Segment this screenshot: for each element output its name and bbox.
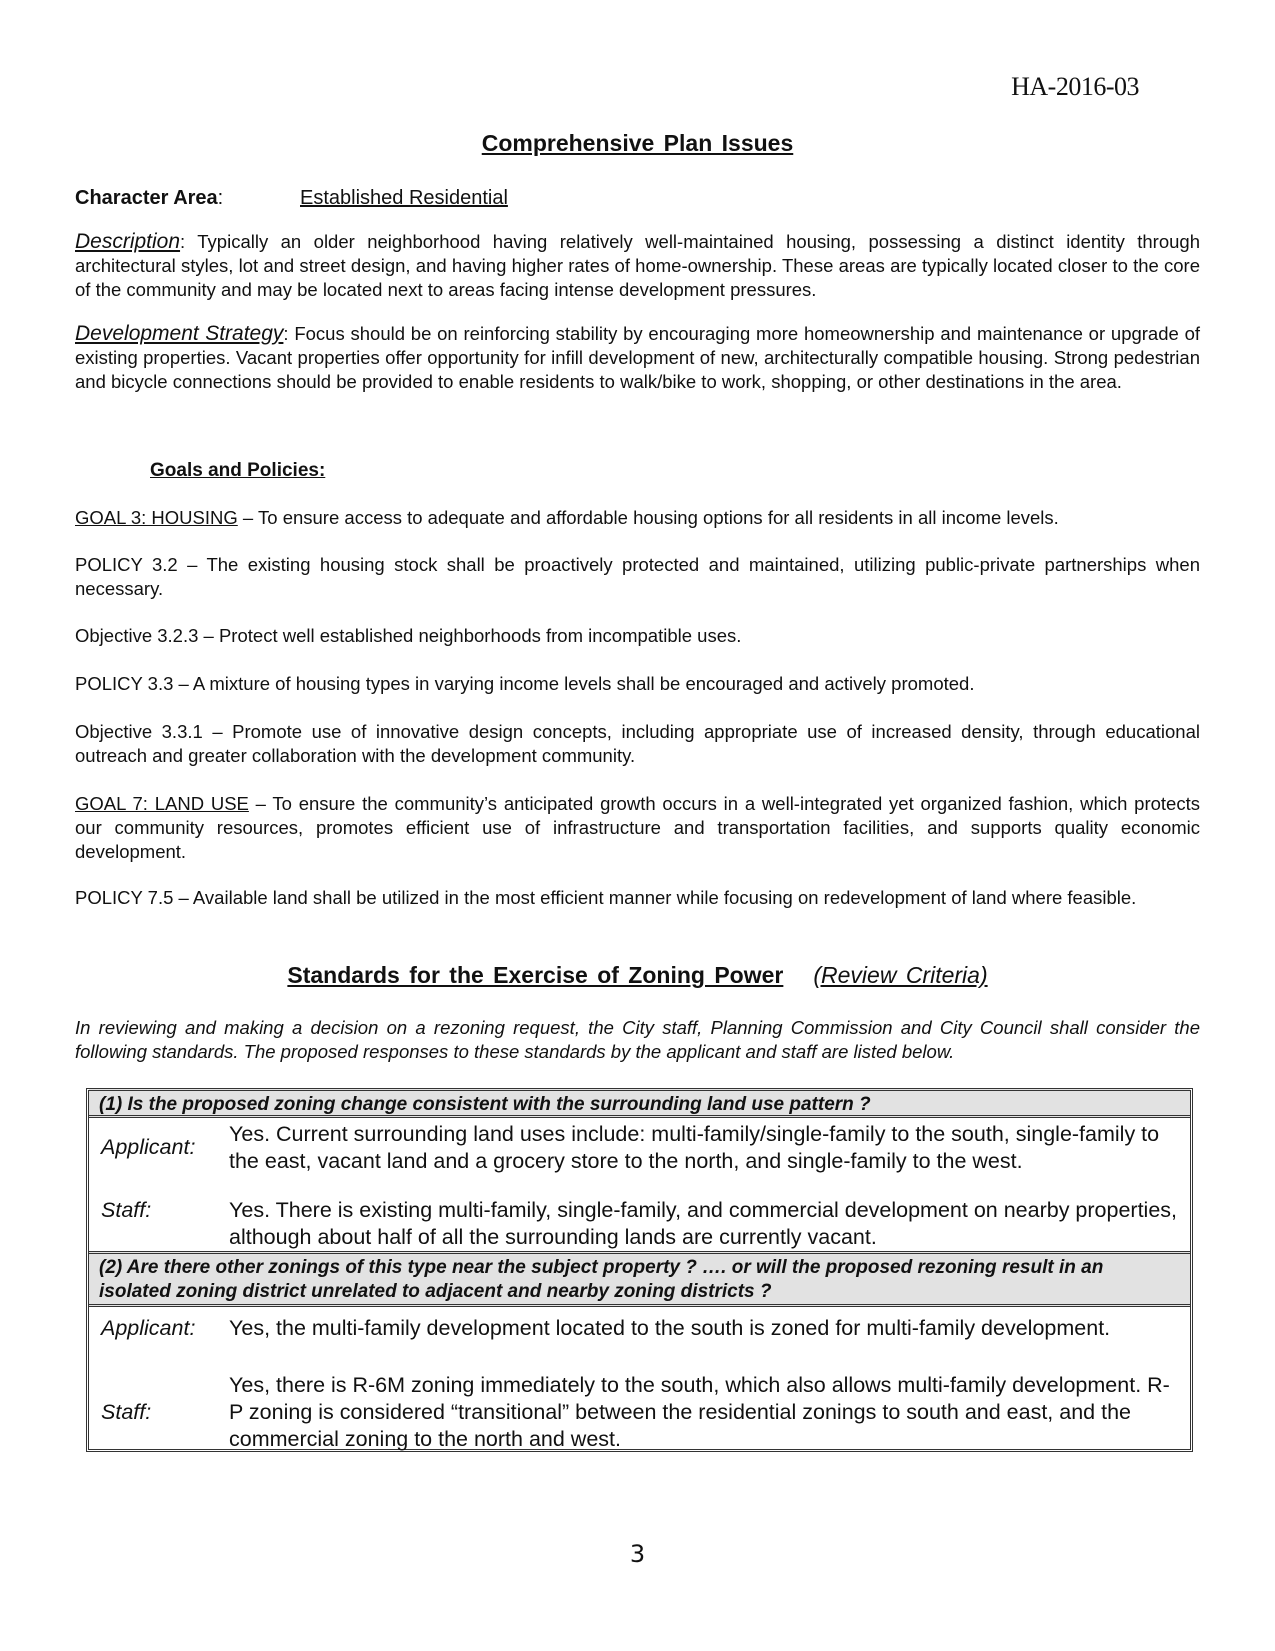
goal-7-text: – To ensure the community’s anticipated growth occurs in a well-integrated yet organized fashion, which protects our community resources, promotes efficient use of infrastructure and transportation facilities, and supports quality economic development. (75, 793, 1200, 862)
applicant-label: Applicant: (101, 1316, 196, 1340)
document-id: HA-2016-03 (1011, 72, 1139, 101)
criteria-1-staff-response: Yes. There is existing multi-family, single-family, and commercial development on nearby properties, although about half of all the surrounding lands are currently vacant. (229, 1198, 1178, 1249)
character-area-value: Established Residential (300, 187, 508, 209)
criteria-2-staff-row (89, 1372, 1190, 1452)
goals-heading: Goals and Policies: (150, 460, 326, 481)
page-number: 3 (629, 1540, 646, 1568)
standards-intro: In reviewing and making a decision on a rezoning request, the City staff, Planning Commission and City Council shall consider the following standards. The proposed responses to these standards by the applicant and staff are listed below. (75, 1017, 1200, 1062)
applicant-label: Applicant: (101, 1135, 196, 1159)
criteria-table (86, 1088, 1193, 1452)
description-text: : Typically an older neighborhood having relatively well-maintained housing, possessing a distinct identity through architectural styles, lot and street design, and having higher rates of home-ownership. These areas are typically located closer to the core of the community and may be located next to areas facing intense development pressures. (75, 231, 1200, 300)
objective-3-3-1: Objective 3.3.1 – Promote use of innovative design concepts, including appropriate use of increased density, through educational outreach and greater collaboration with the development community. (75, 721, 1200, 766)
section-title-comprehensive-plan: Comprehensive Plan Issues (481, 130, 794, 156)
goal-7-paragraph (75, 792, 1200, 864)
criteria-question-2: (2) Are there other zonings of this type near the subject property ? …. or will the proposed rezoning result in an isolated zoning district unrelated to adjacent and nearby zoning districts ? (89, 1251, 1190, 1307)
development-strategy-paragraph (75, 322, 1200, 394)
criteria-2-applicant-row (89, 1315, 1190, 1345)
goal-3-label: GOAL 3: HOUSING (75, 507, 238, 528)
criteria-2-staff-response: Yes, there is R-6M zoning immediately to the south, which also allows multi-family development. R-P zoning is considered “transitional” between the residential zonings to south and east, and the commercial zoning to the north and west. (229, 1373, 1170, 1451)
staff-label: Staff: (101, 1198, 152, 1222)
character-area-label: Character Area (75, 187, 218, 209)
development-strategy-text: : Focus should be on reinforcing stability by encouraging more homeownership and maintenance or upgrade of existing properties. Vacant properties offer opportunity for infill development of new, architecturally compatible housing. Strong pedestrian and bicycle connections should be provided to enable residents to walk/bike to work, shopping, or other destinations in the area. (75, 323, 1200, 392)
goal-7-label: GOAL 7: LAND USE (75, 793, 249, 814)
development-strategy-label: Development Strategy (75, 322, 284, 345)
criteria-question-1: (1) Is the proposed zoning change consistent with the surrounding land use pattern ? (89, 1088, 1190, 1118)
criteria-1-applicant-row (89, 1121, 1190, 1181)
section-title-zoning-standards (0, 962, 1275, 989)
policy-3-3: POLICY 3.3 – A mixture of housing types in varying income levels shall be encouraged and actively promoted. (75, 673, 975, 694)
description-paragraph (75, 230, 1200, 302)
description-label: Description (75, 230, 181, 253)
goal-3-paragraph (75, 506, 1200, 530)
objective-3-2-3: Objective 3.2.3 – Protect well established neighborhoods from incompatible uses. (75, 625, 742, 646)
goal-3-text: – To ensure access to adequate and affordable housing options for all residents in all income levels. (237, 507, 1059, 528)
criteria-1-staff-row (89, 1197, 1190, 1251)
staff-label: Staff: (101, 1400, 152, 1424)
zoning-standards-title: Standards for the Exercise of Zoning Power (287, 962, 784, 988)
review-criteria-subtitle: (Review Criteria) (813, 962, 988, 988)
character-area (75, 186, 1200, 210)
policy-7-5: POLICY 7.5 – Available land shall be utilized in the most efficient manner while focusing on redevelopment of land where feasible. (75, 887, 1137, 908)
criteria-2-applicant-response: Yes, the multi-family development located to the south is zoned for multi-family development. (229, 1316, 1111, 1340)
criteria-1-applicant-response: Yes. Current surrounding land uses include: multi-family/single-family to the south, single-family to the east, vacant land and a grocery store to the north, and single-family to the west. (229, 1122, 1160, 1173)
character-area-colon: : (217, 187, 224, 209)
policy-3-2: POLICY 3.2 – The existing housing stock shall be proactively protected and maintained, utilizing public-private partnerships when necessary. (75, 554, 1200, 599)
